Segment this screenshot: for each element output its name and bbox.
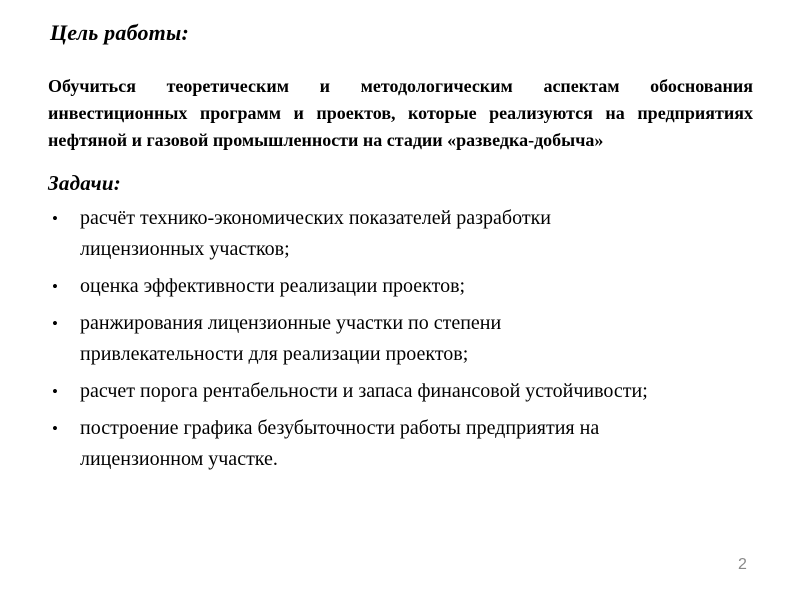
tasks-list [48, 203, 763, 481]
task-item-line: построение графика безубыточности работы предприятия на [80, 417, 600, 439]
bullet-icon: • [52, 277, 58, 296]
goal-paragraph-line: инвестиционных программ и проектов, которые реализуются на предприятиях [48, 103, 753, 123]
task-item-line: расчёт технико-экономических показателей разработки [80, 207, 552, 229]
task-item-line: расчет порога рентабельности и запаса финансовой устойчивости; [80, 380, 648, 402]
task-item-text [80, 271, 763, 302]
task-item-line: ранжирования лицензионные участки по степени [80, 312, 502, 334]
task-item-line: оценка эффективности реализации проектов; [80, 275, 466, 297]
task-item-line: привлекательности для реализации проектов; [80, 343, 469, 365]
task-item-text [80, 203, 763, 265]
task-item-text [80, 413, 763, 475]
bullet-icon: • [52, 419, 58, 438]
bullet-icon: • [52, 314, 58, 333]
task-item [48, 413, 763, 475]
task-item-line: лицензионных участков; [80, 238, 290, 260]
bullet-icon: • [52, 382, 58, 401]
bullet-icon: • [52, 209, 58, 228]
goal-paragraph [48, 73, 753, 154]
task-item-text [80, 376, 763, 407]
task-item [48, 271, 763, 302]
tasks-heading: Задачи: [48, 171, 121, 195]
task-item-text [80, 308, 763, 370]
goal-paragraph-line: Обучиться теоретическим и методологическим аспектам обоснования [48, 76, 753, 96]
task-item [48, 203, 763, 265]
page-number: 2 [738, 556, 747, 573]
task-item [48, 308, 763, 370]
task-item-line: лицензионном участке. [80, 448, 278, 470]
goal-paragraph-line: нефтяной и газовой промышленности на стадии «разведка-добыча» [48, 130, 604, 150]
task-item [48, 376, 763, 407]
goal-heading: Цель работы: [50, 20, 189, 45]
